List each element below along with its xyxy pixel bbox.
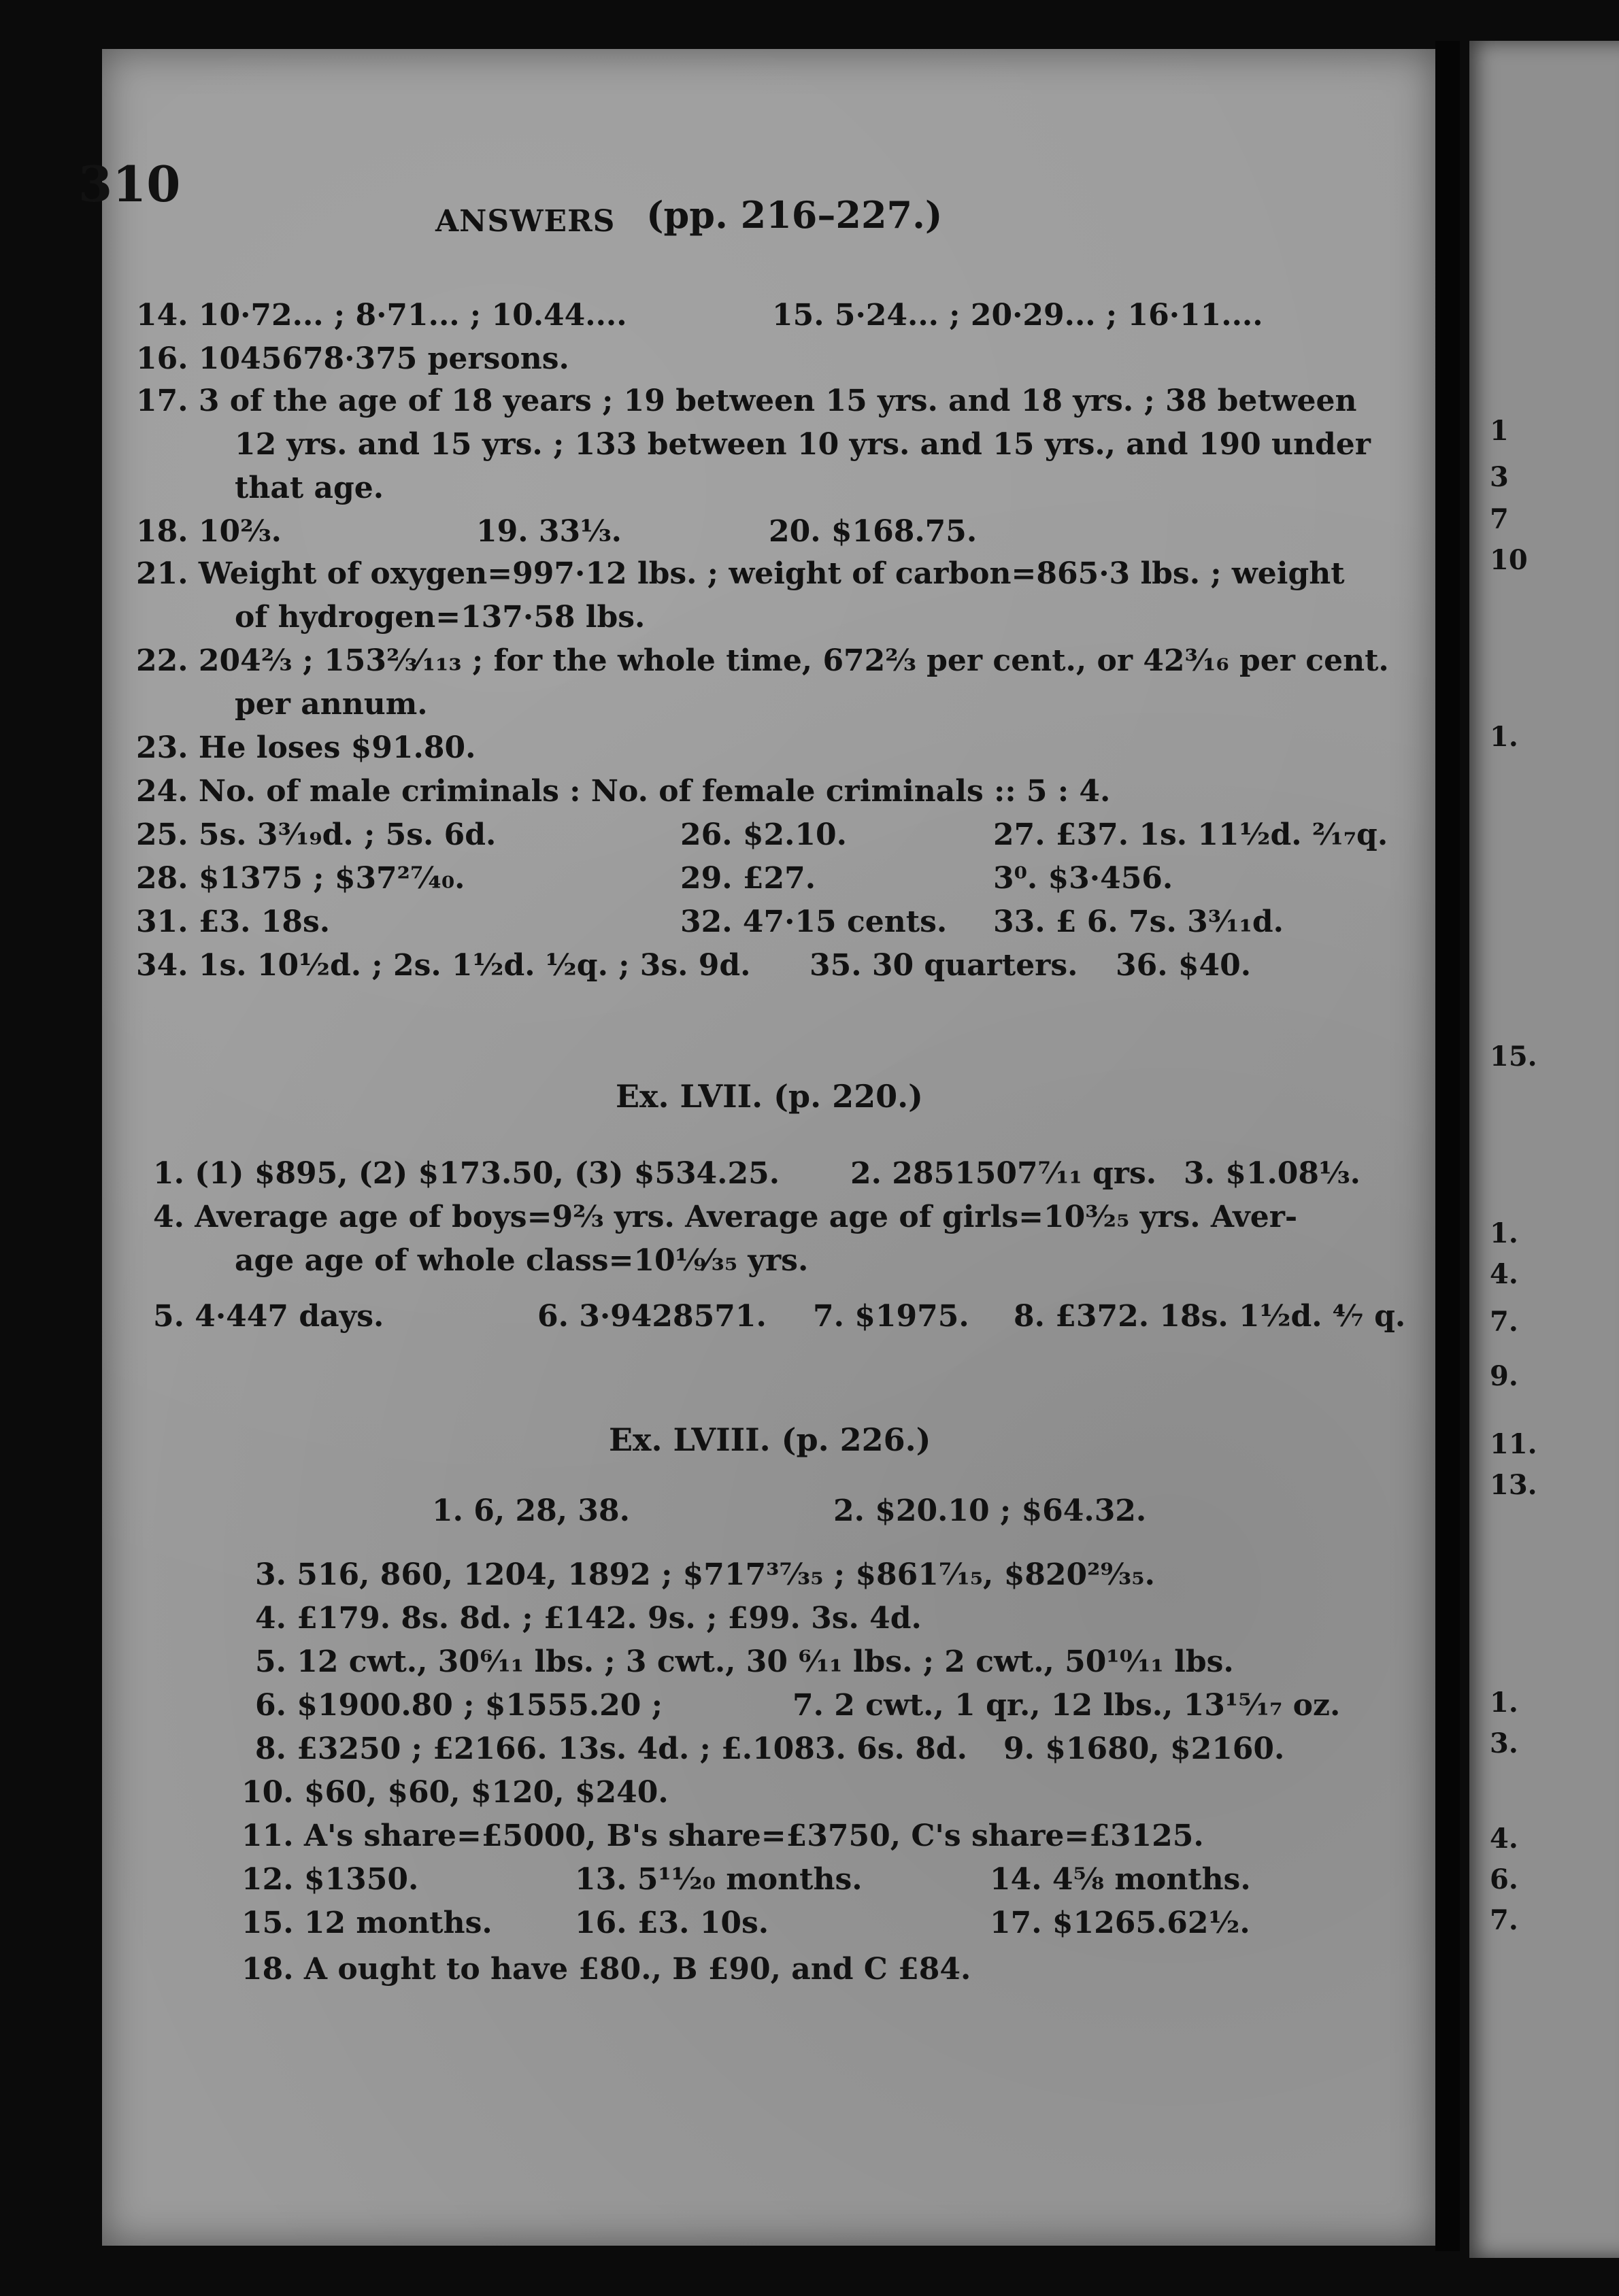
answer-line: age age of whole class=10⅑⁄₃₅ yrs. xyxy=(235,1243,809,1278)
facing-page-fragment: 7. xyxy=(1490,1904,1518,1936)
answer-line: 21. Weight of oxygen=997·12 lbs. ; weight of carbon=865·3 lbs. ; weight xyxy=(136,556,1345,591)
answer-line: 2. 2851507⁷⁄₁₁ qrs. xyxy=(850,1156,1157,1191)
answer-line: 2. $20.10 ; $64.32. xyxy=(833,1493,1147,1528)
answer-line: 17. 3 of the age of 18 years ; 19 between 15 yrs. and 18 yrs. ; 38 between xyxy=(136,384,1357,418)
header-title: ANSWERS xyxy=(435,204,616,239)
answer-line: of hydrogen=137·58 lbs. xyxy=(235,600,646,635)
answer-line: 13. 5¹¹⁄₂₀ months. xyxy=(575,1862,863,1897)
answer-line: 23. He loses $91.80. xyxy=(136,730,476,765)
answer-line: 16. 1045678·375 persons. xyxy=(136,341,569,376)
answer-line: 18. 10⅔. xyxy=(136,514,282,549)
answer-line: 5. 4·447 days. xyxy=(153,1299,384,1334)
facing-page-fragment: 7. xyxy=(1490,1306,1518,1338)
facing-page-fragment: 10 xyxy=(1490,544,1528,576)
answer-line: 12 yrs. and 15 yrs. ; 133 between 10 yrs. and 15 yrs., and 190 under xyxy=(235,427,1371,462)
facing-page-fragment: 3. xyxy=(1490,1727,1518,1759)
answer-line: 18. A ought to have £80., B £90, and C £84. xyxy=(241,1952,971,1987)
answer-line: 11. A's share=£5000, B's share=£3750, C's share=£3125. xyxy=(241,1819,1204,1853)
section-heading-ex-lviii: Ex. LVIII. (p. 226.) xyxy=(609,1421,931,1458)
facing-page-fragment: 4. xyxy=(1490,1258,1518,1290)
answer-line: 9. $1680, $2160. xyxy=(1003,1732,1285,1766)
answer-line: that age. xyxy=(235,471,384,505)
answer-line: 22. 204⅔ ; 153⅔⁄₁₁₃ ; for the whole time, 672⅔ per cent., or 42³⁄₁₆ per cent. xyxy=(136,643,1389,678)
answer-line: 31. £3. 18s. xyxy=(136,905,331,939)
answer-line: 36. $40. xyxy=(1116,948,1252,983)
answer-line: 1. 6, 28, 38. xyxy=(432,1493,630,1528)
header-page-range: (pp. 216–227.) xyxy=(646,193,943,237)
facing-page-fragment: 1 xyxy=(1490,415,1509,447)
answer-line: 7. 2 cwt., 1 qr., 12 lbs., 13¹⁵⁄₁₇ oz. xyxy=(792,1688,1341,1723)
facing-page-fragment: 4. xyxy=(1490,1823,1518,1855)
answer-line: 8. £372. 18s. 1½d. ⁴⁄₇ q. xyxy=(1014,1299,1406,1334)
answer-line: 16. £3. 10s. xyxy=(575,1906,769,1940)
answer-line: 3. $1.08⅓. xyxy=(1184,1156,1361,1191)
answer-line: 35. 30 quarters. xyxy=(810,948,1078,983)
answer-line: 29. £27. xyxy=(680,861,816,896)
answer-line: 14. 4⅝ months. xyxy=(990,1862,1251,1897)
answer-line: 17. $1265.62½. xyxy=(990,1906,1250,1940)
facing-page-fragment: 15. xyxy=(1490,1041,1537,1073)
answer-line: 10. $60, $60, $120, $240. xyxy=(241,1775,669,1810)
facing-page-fragment: 1. xyxy=(1490,721,1518,753)
answer-line: 28. $1375 ; $37²⁷⁄₄₀. xyxy=(136,861,465,896)
answer-line: 6. $1900.80 ; $1555.20 ; xyxy=(255,1688,663,1723)
answer-line: per annum. xyxy=(235,687,428,722)
answer-line: 19. 33⅓. xyxy=(476,514,622,549)
facing-page-fragment: 6. xyxy=(1490,1863,1518,1895)
facing-page-fragment: 3 xyxy=(1490,461,1509,493)
section-heading-ex-lvii: Ex. LVII. (p. 220.) xyxy=(616,1078,923,1115)
answer-line: 14. 10·72... ; 8·71... ; 10.44.... xyxy=(136,298,627,333)
facing-page-fragment: 1. xyxy=(1490,1217,1518,1249)
answer-line: 32. 47·15 cents. xyxy=(680,905,948,939)
answer-line: 15. 5·24... ; 20·29... ; 16·11.... xyxy=(772,298,1263,333)
answer-line: 27. £37. 1s. 11½d. ²⁄₁₇q. xyxy=(993,817,1388,852)
answer-line: 3⁰. $3·456. xyxy=(993,861,1173,896)
answer-line: 20. $168.75. xyxy=(769,514,978,549)
answer-line: 24. No. of male criminals : No. of female criminals :: 5 : 4. xyxy=(136,774,1111,809)
facing-page-fragment: 13. xyxy=(1490,1469,1537,1501)
answer-line: 4. Average age of boys=9⅔ yrs. Average age of girls=10³⁄₂₅ yrs. Aver- xyxy=(153,1200,1298,1234)
page-number: 310 xyxy=(78,155,181,213)
answer-line: 3. 516, 860, 1204, 1892 ; $717³⁷⁄₃₅ ; $861⁷⁄₁₅, $820²⁹⁄₃₅. xyxy=(255,1557,1155,1592)
answer-line: 8. £3250 ; £2166. 13s. 4d. ; £.1083. 6s. 8d. xyxy=(255,1732,967,1766)
answer-line: 33. £ 6. 7s. 3³⁄₁₁d. xyxy=(993,905,1284,939)
facing-page-fragment: 7 xyxy=(1490,503,1509,535)
answer-line: 12. $1350. xyxy=(241,1862,419,1897)
answer-line: 7. $1975. xyxy=(813,1299,969,1334)
facing-page-fragment: 1. xyxy=(1490,1687,1518,1719)
book-spine xyxy=(1435,41,1460,2251)
answer-line: 15. 12 months. xyxy=(241,1906,493,1940)
answer-line: 5. 12 cwt., 30⁶⁄₁₁ lbs. ; 3 cwt., 30 ⁶⁄₁₁ lbs. ; 2 cwt., 50¹⁰⁄₁₁ lbs. xyxy=(255,1644,1234,1679)
answer-line: 1. (1) $895, (2) $173.50, (3) $534.25. xyxy=(153,1156,780,1191)
answer-line: 26. $2.10. xyxy=(680,817,847,852)
answer-line: 6. 3·9428571. xyxy=(537,1299,767,1334)
facing-page-fragment: 11. xyxy=(1490,1428,1537,1460)
answer-line: 4. £179. 8s. 8d. ; £142. 9s. ; £99. 3s. 4d. xyxy=(255,1601,922,1636)
answer-line: 34. 1s. 10½d. ; 2s. 1½d. ½q. ; 3s. 9d. xyxy=(136,948,751,983)
answer-line: 25. 5s. 3³⁄₁₉d. ; 5s. 6d. xyxy=(136,817,497,852)
facing-page-fragment: 9. xyxy=(1490,1360,1518,1392)
